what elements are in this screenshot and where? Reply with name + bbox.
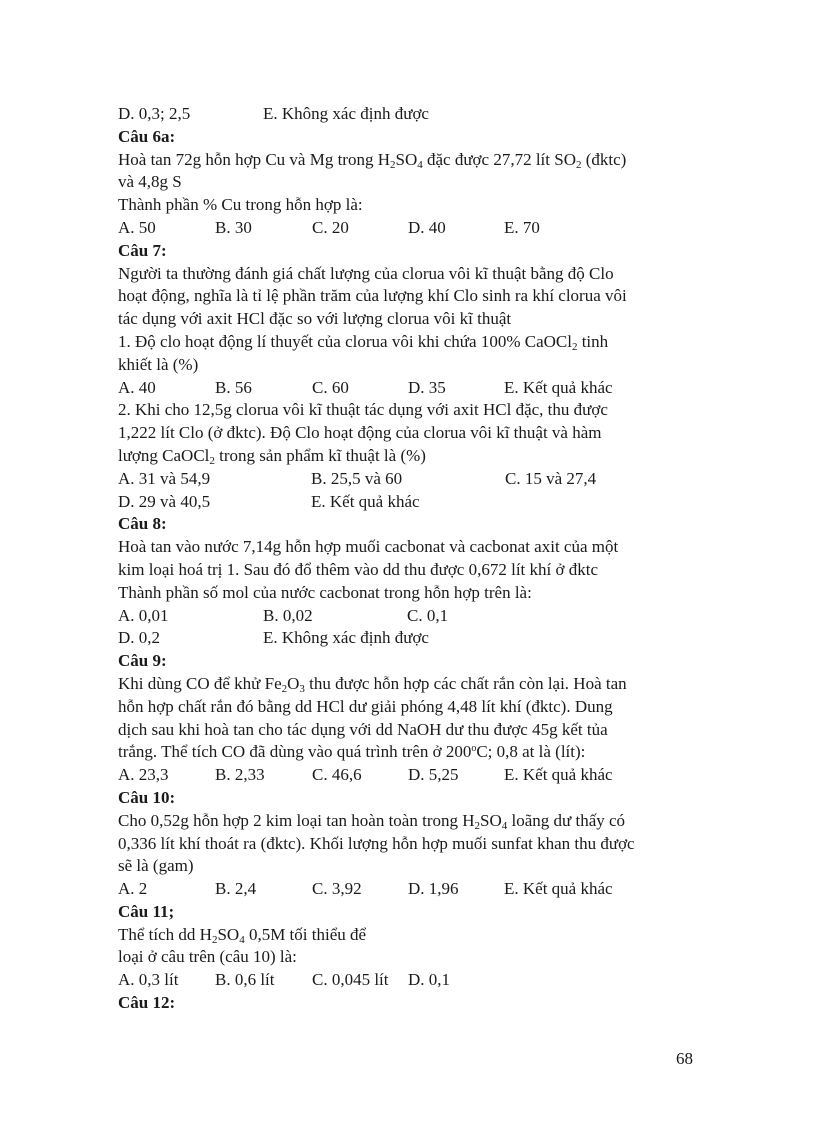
option-a: A. 50 (118, 217, 156, 237)
option-e: E. Kết quả khác (311, 491, 420, 511)
question-7-part-1: 1. Độ clo hoạt động lí thuyết của clorua vôi khi chứa 100% CaOCl$_2$ tinh (118, 331, 609, 353)
option-c: C. 15 và 27,4 (505, 468, 597, 488)
option-a: A. 31 và 54,9 (118, 468, 211, 488)
question-6a-line: và 4,8g S (118, 172, 182, 192)
question-6a-options (118, 217, 718, 240)
question-8-line: Hoà tan vào nước 7,14g hỗn hợp muối cacbonat và cacbonat axit của một (118, 537, 619, 557)
question-7-part-2-options (118, 468, 718, 491)
question-10-line: 0,336 lít khí thoát ra (đktc). Khối lượng hỗn hợp muối sunfat khan thu được (118, 833, 635, 853)
question-10-line: Cho 0,52g hỗn hợp 2 kim loại tan hoàn toàn trong $H_2SO_4$ loãng dư thấy có (118, 810, 626, 832)
question-9-line: hỗn hợp chất rắn đó bằng dd HCl dư giải phóng 4,48 lít khí (đktc). Dung (118, 696, 613, 716)
option-a: A. 2 (118, 879, 148, 899)
option-e: E. 70 (504, 217, 540, 237)
option-a: A. 40 (118, 377, 156, 397)
option-c: C. 60 (312, 377, 349, 397)
option-b: B. 30 (215, 217, 252, 237)
option-e: E. Không xác định được (263, 628, 429, 648)
question-7-part-2-options (118, 491, 718, 514)
question-7-part-2: 2. Khi cho 12,5g clorua vôi kĩ thuật tác dụng với axit HCl đặc, thu được (118, 400, 608, 420)
option-d: D. 29 và 40,5 (118, 491, 211, 511)
question-9-options (118, 764, 718, 787)
option-e: E. Kết quả khác (504, 377, 613, 397)
prev-options-row (118, 103, 718, 126)
question-11-options (118, 969, 718, 992)
question-6a-line: Hoà tan 72g hỗn hợp Cu và Mg trong $H_2SO_4$ đặc được 27,72 lít $SO_2$ (đktc) (118, 149, 627, 171)
option-d: D. 1,96 (408, 879, 459, 899)
option-a: A. 0,3 lít (118, 970, 179, 990)
option-c: C. 0,1 (407, 605, 449, 625)
question-7-part-1-options (118, 377, 718, 400)
question-7-line: hoạt động, nghĩa là tỉ lệ phần trăm của lượng khí Clo sinh ra khí clorua vôi (118, 286, 627, 306)
option-d: D. 0,1 (408, 970, 451, 990)
question-7-part-2: lượng CaOCl$_2$ trong sản phẩm kĩ thuật là (%) (118, 445, 426, 467)
option-b: B. 2,4 (215, 879, 257, 899)
option-d: D. 35 (408, 377, 446, 397)
option-c: C. 46,6 (312, 765, 362, 785)
question-6a-line: Thành phần % Cu trong hỗn hợp là: (118, 195, 363, 215)
option-e: E. Kết quả khác (504, 879, 613, 899)
question-8-options (118, 627, 718, 650)
question-7-line: Người ta thường đánh giá chất lượng của clorua vôi kĩ thuật bằng độ Clo (118, 263, 614, 283)
question-12-title: Câu 12: (118, 993, 176, 1013)
question-7-line: tác dụng với axit HCl đặc so với lượng clorua vôi kĩ thuật (118, 309, 512, 329)
option-e: E. Kết quả khác (504, 765, 613, 785)
question-9-title: Câu 9: (118, 651, 167, 671)
question-7-part-1: khiết là (%) (118, 354, 199, 374)
option-c: C. 0,045 lít (312, 970, 389, 990)
question-11-title: Câu 11; (118, 901, 175, 921)
option-b: B. 0,02 (263, 605, 313, 625)
question-10-options (118, 878, 718, 901)
question-9-line: Khi dùng CO để khử $Fe_2O_3$ thu được hỗn hợp các chất rắn còn lại. Hoà tan (118, 673, 627, 695)
question-8-line: kim loại hoá trị 1. Sau đó đổ thêm vào dd thu được 0,672 lít khí ở đktc (118, 559, 599, 579)
option-d: D. 0,2 (118, 628, 161, 648)
option-d: D. 0,3; 2,5 (118, 104, 191, 123)
question-7-title: Câu 7: (118, 240, 167, 260)
option-c: C. 3,92 (312, 879, 362, 899)
document-page (118, 103, 718, 1015)
question-10-line: sẽ là (gam) (118, 856, 194, 876)
option-d: D. 5,25 (408, 765, 459, 785)
option-d: D. 40 (408, 217, 446, 237)
option-e: E. Không xác định được (263, 104, 429, 123)
option-a: A. 23,3 (118, 765, 169, 785)
question-8-line: Thành phần số mol của nước cacbonat trong hỗn hợp trên là: (118, 582, 532, 602)
page-number: 68 (676, 1049, 693, 1068)
question-11-line: loại ở câu trên (câu 10) là: (118, 947, 297, 967)
question-8-title: Câu 8: (118, 514, 167, 534)
question-6a-title: Câu 6a: (118, 126, 176, 146)
question-10-title: Câu 10: (118, 787, 176, 807)
question-9-line: dịch sau khi hoà tan cho tác dụng với dd NaOH dư thu được 45g kết tủa (118, 719, 608, 739)
question-8-options (118, 605, 718, 628)
option-b: B. 0,6 lít (215, 970, 275, 990)
option-c: C. 20 (312, 217, 349, 237)
option-a: A. 0,01 (118, 605, 169, 625)
question-11-line: Thể tích dd $H_2SO_4$ 0,5M tối thiểu để (118, 924, 367, 946)
option-b: B. 56 (215, 377, 252, 397)
option-b: B. 25,5 và 60 (311, 468, 403, 488)
question-9-line: trắng. Thể tích CO đã dùng vào quá trình trên ở 200$^o$C; 0,8 at là (lít): (118, 742, 586, 762)
question-7-part-2: 1,222 lít Clo (ở đktc). Độ Clo hoạt động của clorua vôi kĩ thuật và hàm (118, 423, 602, 443)
option-b: B. 2,33 (215, 765, 265, 785)
